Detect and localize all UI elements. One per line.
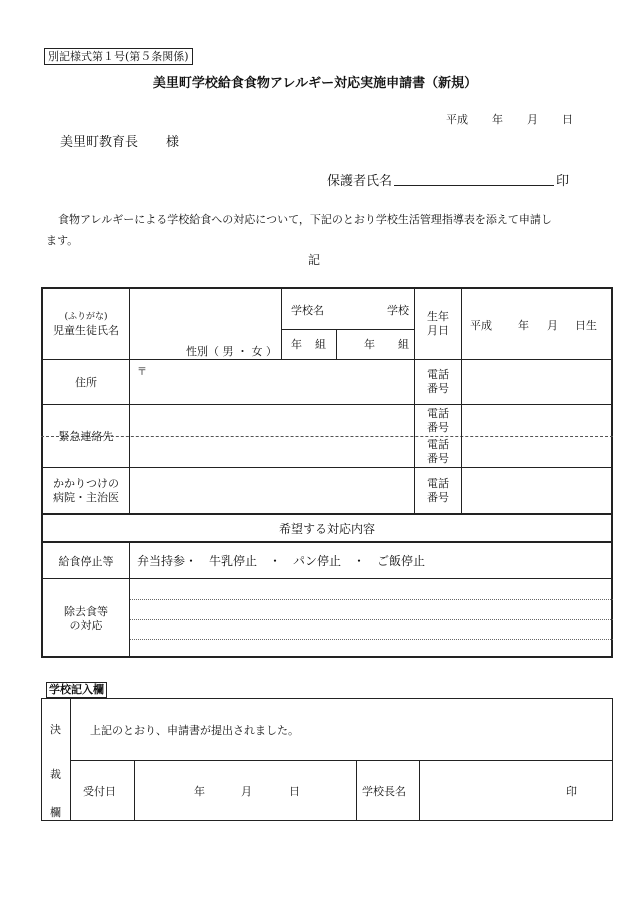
address-field[interactable]: [130, 360, 413, 404]
address-phone-label-1: 電話: [427, 368, 449, 381]
received-month: 月: [241, 785, 252, 798]
postal-mark: 〒: [137, 367, 147, 378]
hospital-field[interactable]: [130, 468, 413, 513]
principal-name-label: 学校長名: [362, 785, 406, 798]
school-name-label: 学校名: [291, 304, 324, 317]
meal-stop-label: 給食停止等: [58, 554, 114, 568]
emergency-contact-field[interactable]: [130, 405, 413, 467]
birthdate-label-1: 生年: [427, 310, 449, 323]
application-table: [41, 287, 613, 658]
date-era: 平成: [446, 113, 468, 126]
emergency-contact-label: 緊急連絡先: [58, 430, 114, 443]
grade-label: 年: [291, 338, 302, 351]
submitted-text: 上記のとおり、申請書が提出されました。: [90, 724, 299, 737]
class-label-2: 組: [398, 338, 409, 351]
received-day: 日: [289, 785, 300, 798]
decision-char-2: 裁: [50, 768, 61, 781]
emergency-phone-label-1b: 番号: [427, 420, 449, 434]
birth-year: 年: [518, 319, 529, 332]
hospital-label-1: かかりつけの: [53, 476, 119, 490]
hospital-phone-label-1: 電話: [427, 476, 449, 490]
school-section-label: 学校記入欄: [46, 682, 107, 698]
decision-char-3: 欄: [50, 806, 61, 819]
principal-seal: 印: [566, 785, 577, 798]
form-number-label: 別記様式第１号(第５条関係): [44, 48, 193, 65]
page-title: 美里町学校給食食物アレルギー対応実施申請書（新規）: [152, 76, 478, 91]
hospital-label-2: 病院・主治医: [53, 490, 119, 504]
address-label: 住所: [75, 376, 97, 389]
student-name-label: 児童生徒氏名: [53, 324, 119, 337]
removal-label-1: 除去食等: [64, 604, 108, 618]
meal-stop-options[interactable]: 弁当持参・ 牛乳停止 ・ パン停止 ・ ご飯停止: [137, 554, 426, 568]
date-month: 月: [527, 113, 538, 126]
gender-selector[interactable]: 性別（ 男 ・ 女 ）: [186, 345, 277, 358]
birth-month: 月: [547, 319, 558, 332]
body-text-line2: ます。: [46, 234, 79, 247]
date-day: 日: [562, 113, 573, 126]
address-phone-field[interactable]: [462, 360, 612, 404]
ki-label: 記: [308, 253, 321, 267]
emergency-phone-label-2b: 番号: [427, 452, 449, 465]
grade-label-2: 年: [364, 338, 375, 351]
birthdate-label-2: 月日: [427, 324, 449, 337]
guardian-name-label: 保護者氏名: [327, 174, 393, 189]
class-label: 組: [315, 338, 326, 351]
addressee: 美里町教育長: [60, 135, 139, 150]
addressee-honorific: 様: [166, 135, 180, 150]
birth-day: 日生: [575, 319, 597, 332]
received-date-label: 受付日: [83, 785, 116, 798]
principal-name-field[interactable]: [420, 761, 560, 821]
birth-era: 平成: [470, 319, 492, 332]
school-section-table: [41, 698, 613, 821]
hospital-phone-label-2: 番号: [427, 490, 449, 504]
requested-response-header: 希望する対応内容: [278, 521, 375, 536]
date-year: 年: [492, 113, 503, 126]
school-name-field[interactable]: [337, 289, 393, 328]
school-suffix: 学校: [387, 304, 409, 317]
removal-label-2: の対応: [69, 618, 103, 632]
decision-char-1: 決: [50, 723, 61, 736]
address-phone-label-2: 番号: [427, 382, 449, 395]
guardian-name-line[interactable]: [394, 185, 554, 186]
received-year: 年: [194, 785, 205, 798]
body-text-line1: 食物アレルギーによる学校給食への対応について，下記のとおり学校生活管理指導表を添えて申請し: [58, 213, 552, 226]
furigana-label: (ふりがな): [64, 312, 108, 322]
emergency-phone-label-1a: 電話: [427, 406, 449, 420]
guardian-seal: 印: [556, 174, 570, 189]
removal-details-field[interactable]: [130, 579, 611, 658]
emergency-phone-label-2a: 電話: [427, 438, 449, 451]
